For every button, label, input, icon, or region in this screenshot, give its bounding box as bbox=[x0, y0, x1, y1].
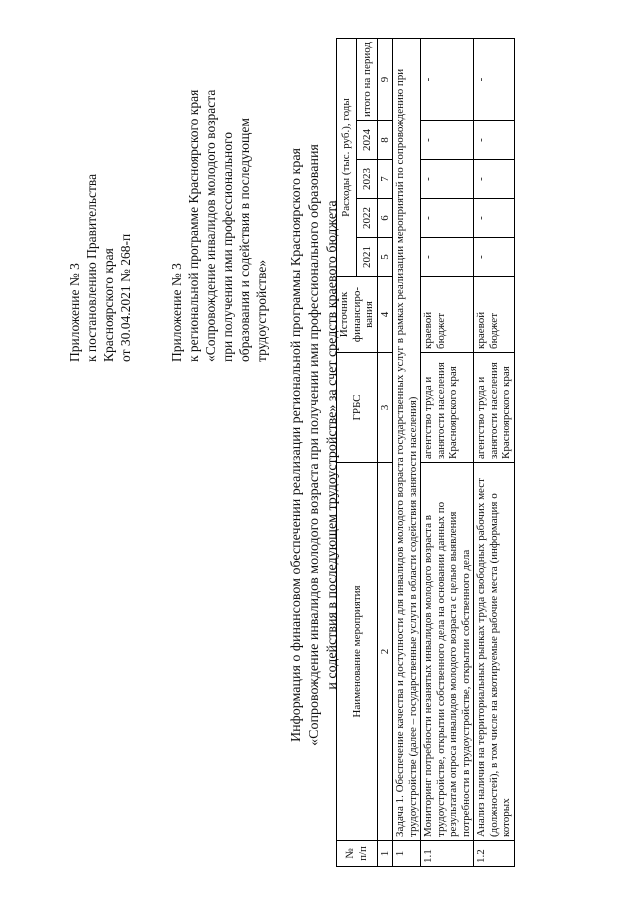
column-number: 1 bbox=[377, 841, 393, 867]
table-row bbox=[474, 39, 515, 867]
header-row bbox=[337, 39, 357, 867]
table-row bbox=[421, 39, 474, 867]
row-grbs: агентство труда и занятости населения Красноярского края bbox=[421, 353, 474, 463]
column-number: 8 bbox=[377, 121, 393, 160]
row-value-2024: - bbox=[474, 121, 515, 160]
col-header-num: № п/п bbox=[337, 841, 378, 867]
col-header-2022: 2022 bbox=[357, 199, 377, 238]
column-number: 7 bbox=[377, 160, 393, 199]
header-line: Красноярского края bbox=[101, 248, 116, 362]
row-value-2022: - bbox=[421, 199, 474, 238]
column-number: 3 bbox=[377, 353, 393, 463]
decree-reference-block bbox=[66, 174, 134, 362]
col-header-name: Наименование мероприятия bbox=[337, 463, 378, 841]
row-measure-name: Анализ наличия на территориальных рынках труда свободных рабочих мест (должностей), в том числе на квотируемые рабочие места (информация о которых bbox=[474, 463, 515, 841]
column-number-row bbox=[377, 39, 393, 867]
appendix-line: при получении ими профессионального bbox=[220, 132, 235, 362]
task-description: Задача 1. Обеспечение качества и доступности для инвалидов молодого возраста государственных услуг в рамках реализации мероприятий по сопровождению при трудоустройстве (далее – государственные услуги в области содействия занятости населения) bbox=[393, 39, 421, 841]
row-value-total: - bbox=[474, 39, 515, 121]
row-funding-source: краевой бюджет bbox=[421, 277, 474, 353]
title-line: «Сопровождение инвалидов молодого возраста при получении ими профессионального образования bbox=[307, 144, 322, 746]
col-header-source: Источник финансиро-вания bbox=[337, 277, 378, 353]
row-grbs: агентство труда и занятости населения Красноярского края bbox=[474, 353, 515, 463]
task-number: 1 bbox=[393, 841, 421, 867]
header-line: к постановлению Правительства bbox=[84, 173, 99, 362]
row-value-2022: - bbox=[474, 199, 515, 238]
column-number: 5 bbox=[377, 238, 393, 277]
title-line: Информация о финансовом обеспечении реализации региональной программы Красноярского края bbox=[289, 148, 304, 742]
row-value-2021: - bbox=[474, 238, 515, 277]
header-line: от 30.04.2021 № 268-п bbox=[118, 233, 133, 362]
header-line: Приложение № 3 bbox=[67, 263, 82, 362]
task-row bbox=[393, 39, 421, 867]
row-funding-source: краевой бюджет bbox=[474, 277, 515, 353]
column-number: 4 bbox=[377, 277, 393, 353]
col-header-grbs: ГРБС bbox=[337, 353, 378, 463]
row-value-2023: - bbox=[421, 160, 474, 199]
col-header-2021: 2021 bbox=[357, 238, 377, 277]
row-value-2024: - bbox=[421, 121, 474, 160]
col-header-2024: 2024 bbox=[357, 121, 377, 160]
appendix-line: трудоустройстве» bbox=[254, 259, 269, 362]
title-line: и содействия в последующем трудоустройстве» за счет средств краевого бюджета bbox=[325, 200, 340, 690]
col-header-2023: 2023 bbox=[357, 160, 377, 199]
appendix-line: «Сопровождение инвалидов молодого возраста bbox=[203, 89, 218, 362]
appendix-line: Приложение № 3 bbox=[169, 263, 184, 362]
appendix-reference-block bbox=[168, 90, 270, 362]
appendix-line: к региональной программе Красноярского края bbox=[186, 89, 201, 362]
column-number: 6 bbox=[377, 199, 393, 238]
row-number: 1.1 bbox=[421, 841, 474, 867]
col-header-expenses: Расходы (тыс. руб.), годы bbox=[337, 39, 357, 277]
row-value-2021: - bbox=[421, 238, 474, 277]
row-number: 1.2 bbox=[474, 841, 515, 867]
row-value-2023: - bbox=[474, 160, 515, 199]
column-number: 9 bbox=[377, 39, 393, 121]
row-value-total: - bbox=[421, 39, 474, 121]
financing-table bbox=[336, 38, 515, 867]
column-number: 2 bbox=[377, 463, 393, 841]
row-measure-name: Мониторинг потребности незанятых инвалидов молодого возраста в трудоустройстве, открытии собственного дела на основании данных по результатам опроса инвалидов молодого возраста с целью выявления потребности в трудоустройстве, открытии собственного дела bbox=[421, 463, 474, 841]
appendix-line: образования и содействия в последующем bbox=[237, 118, 252, 362]
document-title bbox=[288, 45, 342, 845]
col-header-total: итого на период bbox=[357, 39, 377, 121]
